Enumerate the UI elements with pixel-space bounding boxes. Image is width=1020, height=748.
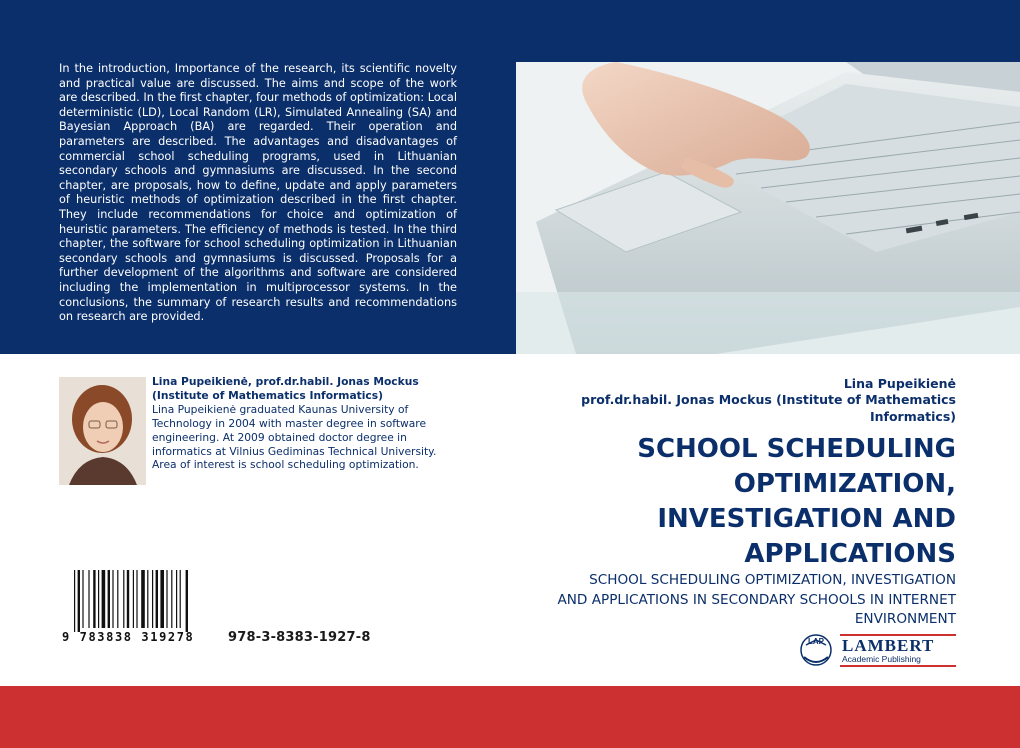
publisher-name: LAMBERT [842, 636, 935, 655]
lap-lambert-logo [796, 631, 958, 669]
book-subtitle: SCHOOL SCHEDULING OPTIMIZATION, INVESTIGATION AND APPLICATIONS IN SECONDARY SCHOOLS IN INTERNET ENVIRONMENT [557, 572, 956, 627]
barcode-digits: 9 783838 319278 [62, 630, 195, 644]
front-author-2: prof.dr.habil. Jonas Mockus (Institute of Mathematics Informatics) [581, 392, 956, 424]
barcode-bar [133, 570, 134, 628]
barcode-bar [156, 570, 158, 628]
barcode-bar [82, 570, 83, 628]
barcode-bar [171, 570, 172, 628]
logo-mark: LAP [808, 637, 824, 646]
barcode-bar [176, 570, 177, 628]
publisher-tagline: Academic Publishing [842, 654, 921, 664]
isbn-number: 978-3-8383-1927-8 [228, 630, 371, 645]
barcode-bar [166, 570, 167, 628]
author-bio [152, 375, 452, 472]
barcode-bar [127, 570, 129, 628]
barcode-bar [88, 570, 89, 628]
barcode-bar [180, 570, 181, 628]
barcode-bar [102, 570, 106, 628]
barcode-bar [108, 570, 110, 628]
author-portrait [59, 377, 146, 485]
barcode-bar [112, 570, 113, 628]
barcode-bar [186, 570, 188, 632]
bio-institute: (Institute of Mathematics Informatics) [152, 388, 384, 402]
barcode-bar [152, 570, 153, 628]
laptop-illustration [516, 62, 1020, 354]
barcode-bar [78, 570, 80, 632]
barcode [60, 566, 220, 650]
bottom-band [0, 686, 1020, 748]
bio-author-names: Lina Pupeikienė, prof.dr.habil. Jonas Mockus [152, 375, 419, 388]
barcode-bar [160, 570, 164, 628]
barcode-bar [136, 570, 137, 628]
back-cover-blurb: In the introduction, Importance of the research, its scientific novelty and practical value are discussed. The aims and scope of the work are described. In the first chapter, four methods of optimization: Local deterministic (LD), Local Random (LR), Simulated Annealing (SA) and Bayesian Approach (BA) are regarded. Their operation and parameters are described. The advantages and disadvantages of commercial school scheduling programs, used in Lithuanian secondary schools and gymnasiums are discussed. In the second chapter, are proposals, how to define, update and apply parameters of heuristic methods of optimization described in the first chapter. They include recommendations for choice and optimization of heuristic parameters. The efficiency of methods is tested. In the third chapter, the software for school scheduling optimization in Lithuanian secondary schools and gymnasiums is discussed. Proposals for a further development of the algorithms and software are considered including the implementation in multiprocessor systems. In the conclusions, the summary of research results and recommendations on research are provided. [59, 62, 457, 324]
barcode-bar [123, 570, 124, 628]
barcode-bar [74, 570, 75, 632]
barcode-bar [117, 570, 118, 628]
front-author-1: Lina Pupeikienė [843, 376, 956, 391]
bio-text: Lina Pupeikienė graduated Kaunas University of Technology in 2004 with master degree in software engineering. At 2009 obtained doctor degree in informatics at Vilnius Gediminas Technical University. Area of interest is school scheduling optimization. [152, 402, 437, 472]
barcode-bar [93, 570, 95, 628]
book-title: SCHOOL SCHEDULING OPTIMIZATION, INVESTIGATION AND APPLICATIONS [637, 434, 956, 569]
barcode-bar [98, 570, 99, 628]
laptop-photo [516, 62, 1020, 354]
barcode-bar [147, 570, 148, 628]
barcode-bar [141, 570, 145, 628]
